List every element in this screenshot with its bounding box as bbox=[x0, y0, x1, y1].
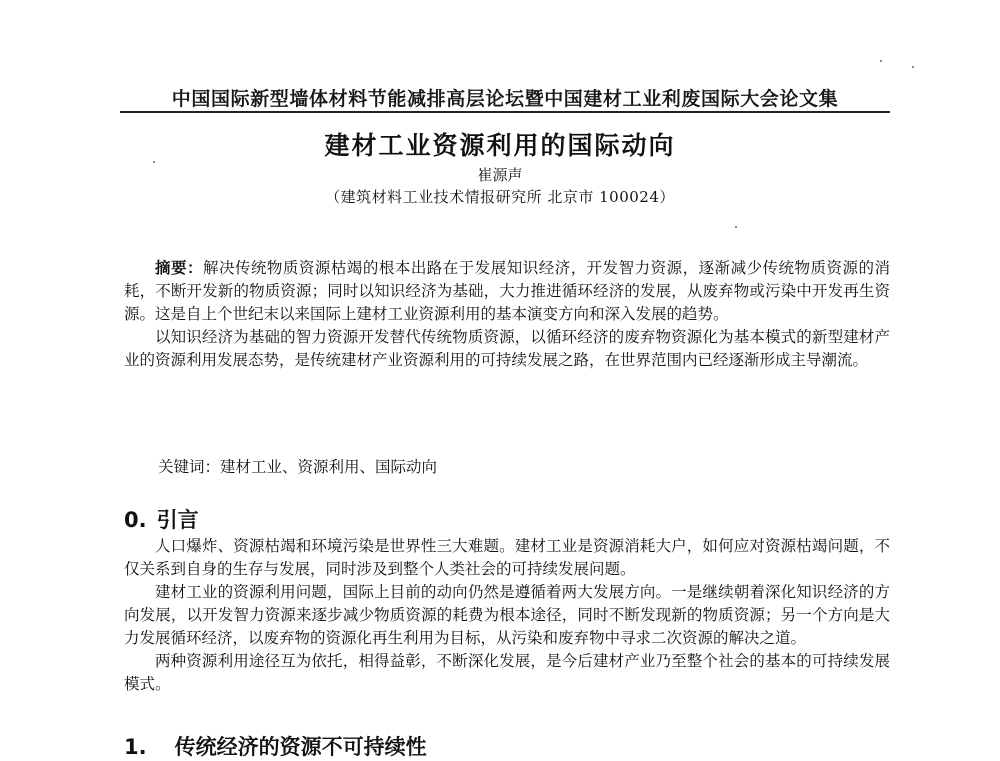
intro-paragraph: 两种资源利用途径互为依托，相得益彰，不断深化发展，是今后建材产业乃至整个社会的基本的可持续发展模式。 bbox=[124, 652, 890, 693]
section-heading-intro bbox=[124, 504, 199, 534]
paper-author: 崔源声 bbox=[477, 166, 523, 184]
intro-body bbox=[124, 535, 890, 696]
abstract bbox=[124, 257, 890, 372]
scan-speck bbox=[912, 66, 914, 68]
section-number: 0. bbox=[124, 508, 147, 532]
section-number: 1. bbox=[124, 735, 147, 759]
scan-speck bbox=[880, 60, 882, 62]
intro-paragraph: 人口爆炸、资源枯竭和环境污染是世界性三大难题。建材工业是资源消耗大户，如何应对资源枯竭问题，不仅关系到自身的生存与发展，同时涉及到整个人类社会的可持续发展问题。 bbox=[124, 537, 890, 578]
scan-speck bbox=[735, 226, 737, 228]
keywords-text: 建材工业、资源利用、国际动向 bbox=[220, 458, 438, 476]
keywords-label: 关键词： bbox=[158, 458, 221, 476]
section-title: 传统经济的资源不可持续性 bbox=[174, 735, 427, 759]
paper-affiliation: （建筑材料工业技术情报研究所 北京市 100024） bbox=[325, 188, 675, 206]
abstract-paragraph-2: 以知识经济为基础的智力资源开发替代传统物质资源，以循环经济的废弃物资源化为基本模式的新型建材产业的资源利用发展态势，是传统建材产业资源利用的可持续发展之路，在世界范围内已经逐渐形成主导潮流。 bbox=[124, 328, 890, 369]
abstract-label: 摘要： bbox=[155, 259, 203, 277]
section-title: 引言 bbox=[156, 508, 199, 532]
intro-paragraph: 建材工业的资源利用问题，国际上目前的动向仍然是遵循着两大发展方向。一是继续朝着深化知识经济的方向发展，以开发智力资源来逐步减少物质资源的耗费为根本途径，同时不断发现新的物质资源；另一个方向是大力发展循环经济，以废弃物的资源化再生利用为目标，从污染和废弃物中寻求二次资源的解决之道。 bbox=[124, 583, 890, 647]
section-heading-1 bbox=[124, 731, 427, 761]
abstract-text-1: 解决传统物质资源枯竭的根本出路在于发展知识经济，开发智力资源，逐渐减少传统物质资源的消耗，不断开发新的物质资源；同时以知识经济为基础，大力推进循环经济的发展，从废弃物或污染中开发再生资源。这是自上个世纪末以来国际上建材工业资源利用的基本演变方向和深入发展的趋势。 bbox=[124, 259, 890, 323]
abstract-paragraph-1 bbox=[124, 257, 890, 326]
running-header: 中国国际新型墙体材料节能减排高层论坛暨中国建材工业利废国际大会论文集 bbox=[171, 88, 839, 110]
paper-title: 建材工业资源利用的国际动向 bbox=[324, 131, 676, 160]
keywords bbox=[158, 455, 437, 477]
header-rule bbox=[120, 111, 890, 113]
